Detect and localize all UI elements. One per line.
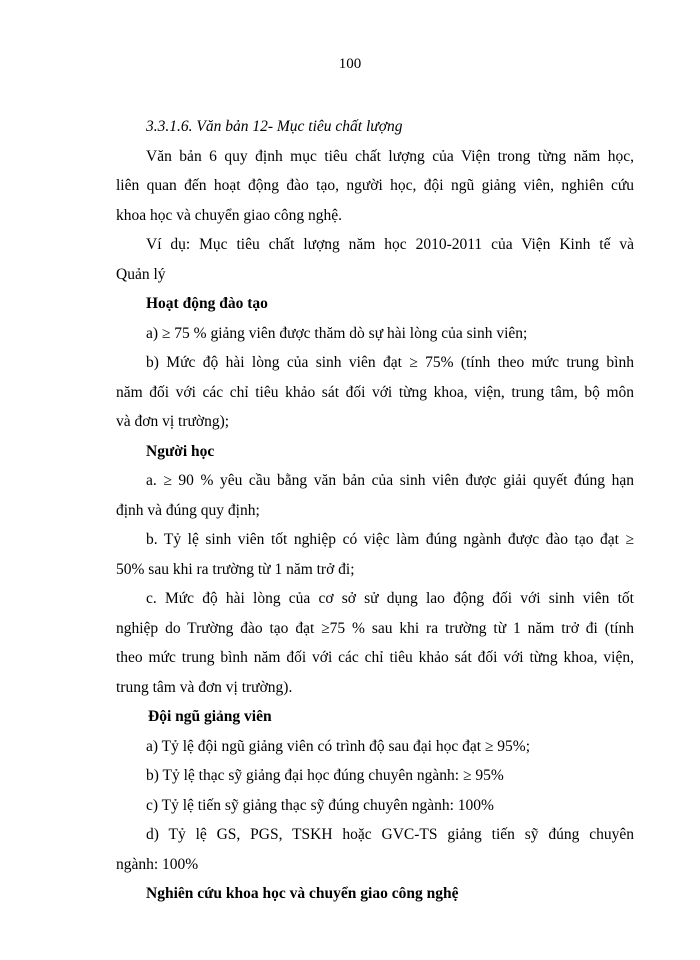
text-line: ngành: 100% [116, 855, 199, 873]
section-faculty [116, 702, 634, 879]
text-line: d) Tỷ lệ GS, PGS, TSKH hoặc GVC-TS giảng tiến sỹ đúng chuyên [146, 826, 634, 843]
section-training [116, 289, 634, 437]
list-item: a) Tỷ lệ đội ngũ giảng viên có trình độ sau đại học đạt ≥ 95%; [146, 737, 531, 755]
text-line: Văn bản 6 quy định mục tiêu chất lượng của Viện trong từng năm học, [146, 147, 634, 165]
paragraph-intro [116, 142, 634, 231]
text-line: và đơn vị trường); [116, 413, 230, 430]
page-number: 100 [338, 56, 362, 72]
text-line: nghiệp do Trường đào tạo đạt ≥75 % sau khi ra trường từ 1 năm trở đi (tính [116, 619, 634, 637]
paragraph-example [116, 230, 634, 289]
list-item: a) ≥ 75 % giảng viên được thăm dò sự hài lòng của sinh viên; [146, 324, 528, 342]
text-line: Quản lý [116, 265, 166, 283]
text-line: b) Mức độ hài lòng của sinh viên đạt ≥ 75% (tính theo mức trung bình [146, 354, 634, 371]
page-content [116, 112, 634, 909]
section-research [116, 879, 634, 909]
text-line: khoa học và chuyển giao công nghệ. [116, 206, 342, 224]
text-line: b. Tỷ lệ sinh viên tốt nghiệp có việc làm đúng ngành được đào tạo đạt ≥ [146, 531, 634, 548]
text-line: liên quan đến hoạt động đào tạo, người học, đội ngũ giảng viên, nghiên cứu [116, 177, 634, 194]
text-line: 50% sau khi ra trường từ 1 năm trở đi; [116, 560, 355, 578]
text-line: a. ≥ 90 % yêu cầu bằng văn bản của sinh viên được giải quyết đúng hạn [146, 472, 634, 489]
section-learners [116, 437, 634, 703]
text-line: trung tâm và đơn vị trường). [116, 678, 293, 696]
list-item: c) Tỷ lệ tiến sỹ giảng thạc sỹ đúng chuyên ngành: 100% [146, 796, 494, 814]
text-line: theo mức trung bình năm đối với các chỉ tiêu khảo sát đối với từng khoa, viện, [116, 649, 634, 666]
text-line: định và đúng quy định; [116, 501, 260, 519]
subheading-faculty: Đội ngũ giảng viên [148, 708, 272, 725]
section-heading: 3.3.1.6. Văn bản 12- Mục tiêu chất lượng [146, 118, 403, 135]
text-line: năm đối với các chỉ tiêu khảo sát đối với từng khoa, viện, trung tâm, bộ môn [116, 383, 634, 401]
subheading-training: Hoạt động đào tạo [146, 295, 268, 312]
text-line: Ví dụ: Mục tiêu chất lượng năm học 2010-2011 của Viện Kinh tế và [146, 236, 634, 253]
list-item: b) Tỷ lệ thạc sỹ giảng đại học đúng chuyên ngành: ≥ 95% [146, 767, 504, 784]
text-line: c. Mức độ hài lòng của cơ sở sử dụng lao động đối với sinh viên tốt [146, 590, 634, 607]
subheading-learners: Người học [146, 442, 215, 460]
subheading-research: Nghiên cứu khoa học và chuyển giao công nghệ [146, 885, 459, 902]
